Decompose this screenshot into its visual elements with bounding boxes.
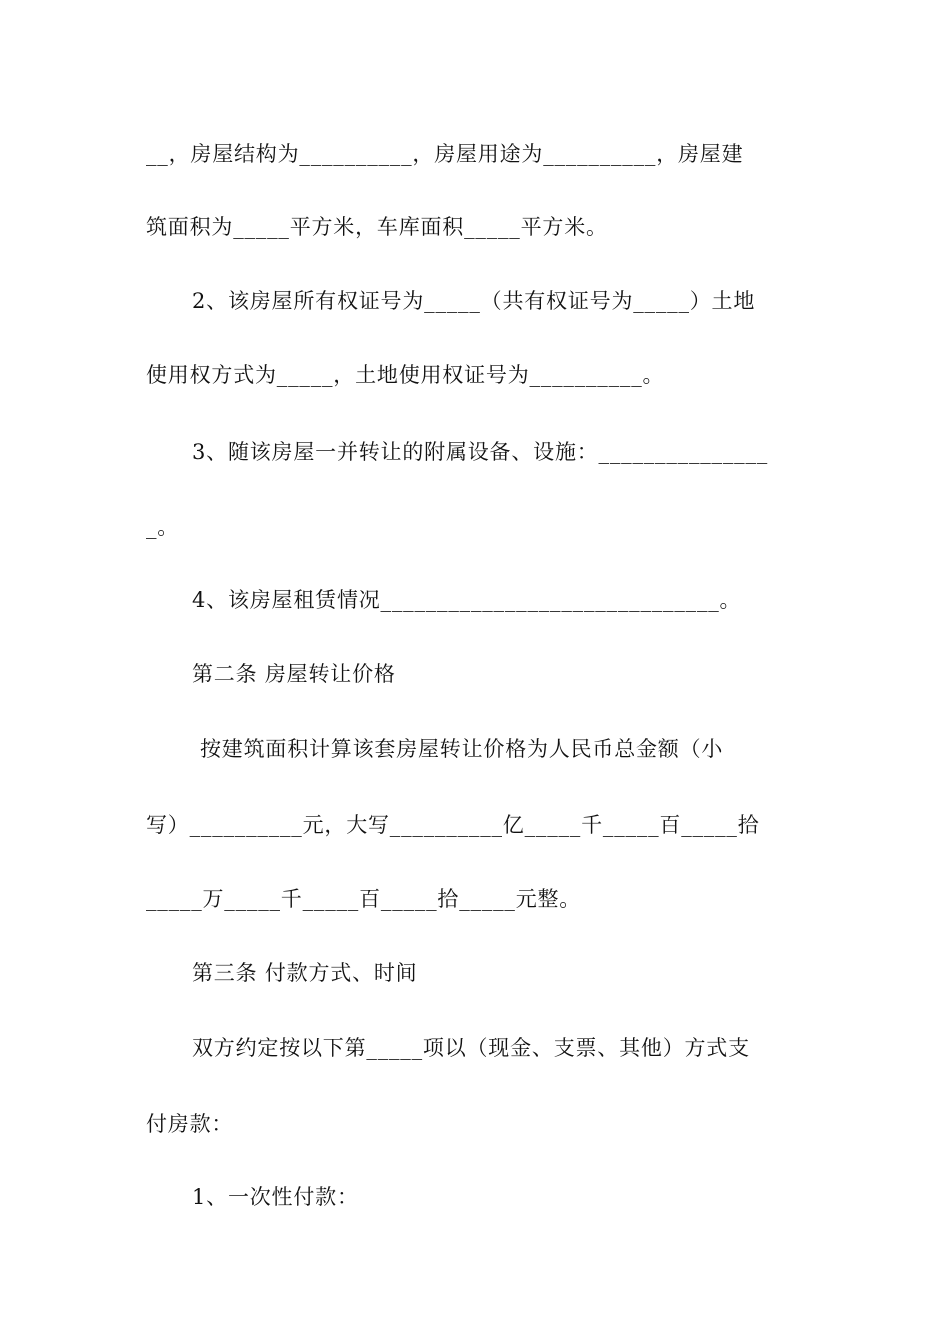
paragraph-line: 4、该房屋租赁情况______________________________。 xyxy=(192,588,742,612)
paragraph-line: _。 xyxy=(146,515,180,539)
section-heading: 第三条 付款方式、时间 xyxy=(192,961,418,985)
paragraph-line: __，房屋结构为__________，房屋用途为__________，房屋建 xyxy=(146,142,744,166)
paragraph-line: 按建筑面积计算该套房屋转让价格为人民币总金额（小 xyxy=(200,737,724,761)
paragraph-line: 2、该房屋所有权证号为_____（共有权证号为_____）土地 xyxy=(192,289,756,313)
paragraph-line: 双方约定按以下第_____项以（现金、支票、其他）方式支 xyxy=(192,1036,750,1060)
paragraph-line: 筑面积为_____平方米，车库面积_____平方米。 xyxy=(146,215,608,239)
paragraph-line: 付房款： xyxy=(146,1112,234,1136)
paragraph-line: 1、一次性付款： xyxy=(192,1185,359,1209)
paragraph-line: _____万_____千_____百_____拾_____元整。 xyxy=(146,887,582,911)
paragraph-line: 3、随该房屋一并转让的附属设备、设施：_______________ xyxy=(192,440,769,464)
paragraph-line: 写）__________元，大写__________亿_____千_____百_____拾 xyxy=(146,813,760,837)
section-heading: 第二条 房屋转让价格 xyxy=(192,662,396,686)
paragraph-line: 使用权方式为_____，土地使用权证号为__________。 xyxy=(146,363,665,387)
